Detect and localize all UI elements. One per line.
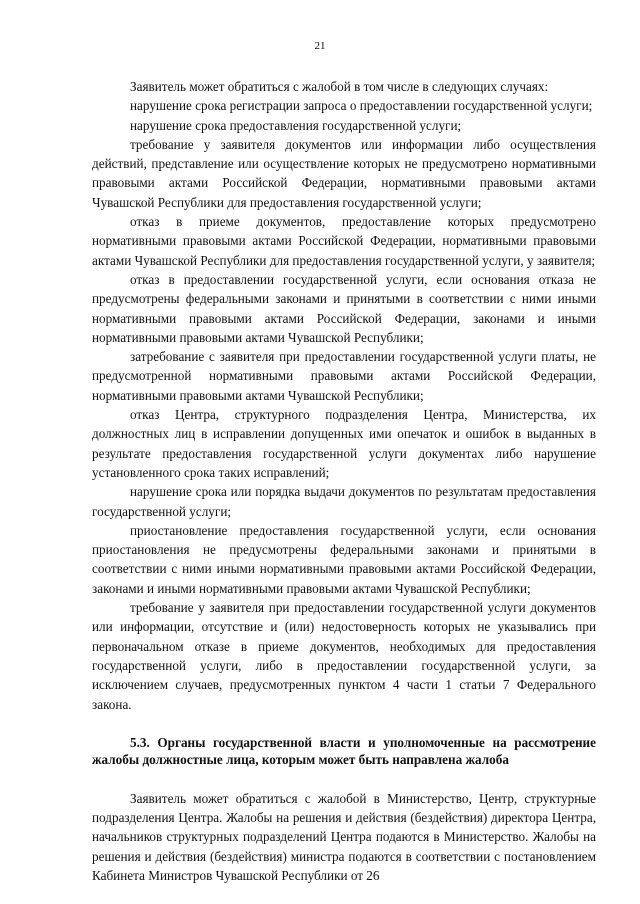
section-heading: 5.3. Органы государственной власти и уполномоченные на рассмотрение жалобы должностные лица, которым может быть направлена жалоба [92,734,596,768]
paragraph-case-7: отказ Центра, структурного подразделения Центра, Министерства, их должностных лиц в исправлении допущенных ими опечаток и ошибок в выданных в результате предоставления государственной услуги документах либо нарушение установленного срока таких исправлений; [92,407,596,480]
paragraph-case-10: требование у заявителя при предоставлении государственной услуги документов или информации, отсутствие и (или) недостоверность которых не указывались при первоначальном отказе в приеме документов, необходимых для предоставления государственной услуги, либо в предоставлении государственной услуги, за исключением случаев, предусмотренных пунктом 4 части 1 статьи 7 Федерального закона. [92,600,596,712]
paragraph-case-1: нарушение срока регистрации запроса о предоставлении государственной услуги; [130,98,593,114]
paragraph-case-6: затребование с заявителя при предоставлении государственной услуги платы, не предусмотренной нормативными правовыми актами Российской Федерации, нормативными правовыми актами Чувашской Республики; [92,349,596,403]
page-number: 21 [314,40,326,52]
paragraph-intro: Заявитель может обратиться с жалобой в том числе в следующих случаях: [130,79,549,94]
paragraph-case-5: отказ в предоставлении государственной услуги, если основания отказа не предусмотрены федеральными законами и принятыми в соответствии с ними иными нормативными правовыми актами Российской Федерации, законами и иными нормативными правовыми актами Чувашской Республики; [92,271,596,345]
paragraph-case-3: требование у заявителя документов или информации либо осуществления действий, представление или осуществление которых не предусмотрено нормативными правовыми актами Российской Федерации, нормативными правовыми актами Чувашской Республики для предоставления государственной услуги; [92,136,596,210]
paragraph-complaint-bodies: Заявитель может обратиться с жалобой в Министерство, Центр, структурные подразделения Центра. Жалобы на решения и действия (бездействия) директора Центра, начальников структурных подразделений Центра подаются в Министерство. Жалобы на решения и действия (бездействия) министра подаются в соответствии с постановлением Кабинета Министров Чувашской Республики от 26 [92,790,596,883]
paragraph-case-9: приостановление предоставления государственной услуги, если основания приостановления не предусмотрены федеральными законами и принятыми в соответствии с ними иными нормативными правовыми актами Российской Федерации, законами и иными нормативными правовыми актами Чувашской Республики; [92,522,596,596]
paragraph-case-2: нарушение срока предоставления государственной услуги; [130,117,462,133]
document-body [92,77,596,885]
paragraph-case-4: отказ в приеме документов, предоставление которых предусмотрено нормативными правовыми актами Российской Федерации, нормативными правовыми актами Чувашской Республики для предоставления государственной услуги, у заявителя; [92,214,596,268]
paragraph-case-8: нарушение срока или порядка выдачи документов по результатам предоставления государственной услуги; [92,484,596,519]
